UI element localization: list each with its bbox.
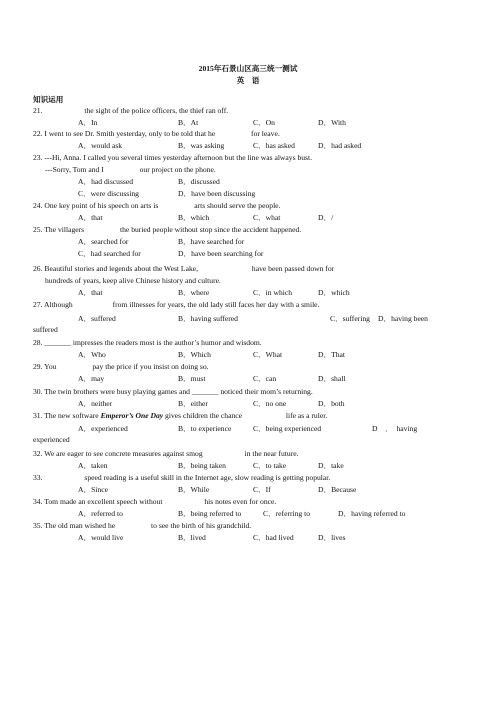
option: B．discussed: [178, 177, 220, 186]
option: B．either: [178, 399, 208, 408]
option: A．taken: [78, 461, 108, 470]
option: C．If: [253, 485, 271, 494]
option: B．which: [178, 213, 210, 222]
question-23-line2: ---Sorry, Tom and I our project on the phone.: [45, 165, 216, 174]
option: C．On: [253, 118, 275, 127]
option: A．experienced: [78, 424, 128, 433]
option: C．to take: [253, 461, 287, 470]
option: A．may: [78, 374, 105, 383]
option: D．which: [318, 288, 350, 297]
option: A．In: [78, 118, 98, 127]
option: D．take: [318, 461, 344, 470]
option: A．that: [78, 288, 103, 297]
question-26-line2: hundreds of years, keep alive Chinese history and culture.: [45, 276, 221, 285]
option: D．With: [318, 118, 346, 127]
option: C．suffering: [330, 314, 370, 323]
question-33: 33. speed reading is a useful skill in the Internet age, slow reading is getting popular.: [33, 473, 331, 482]
question-31: 31. The new software Emperor’s One Day gives children the chance life as a ruler.: [33, 411, 328, 420]
option: B．have searched for: [178, 237, 245, 246]
option: C．no one: [253, 399, 287, 408]
question-29: 29. You pay the price if you insist on doing so.: [33, 362, 209, 371]
question-28: 28. _______ impresses the readers most is the author’s humor and wisdom.: [33, 338, 262, 347]
option: A．would live: [78, 533, 124, 542]
question-30: 30. The twin brothers were busy playing games and _______ noticed their mom’s returning.: [33, 387, 313, 396]
option: A．would ask: [78, 141, 123, 150]
option: D．lives: [318, 533, 346, 542]
option: C．what: [253, 213, 281, 222]
option: D．/: [318, 213, 334, 222]
option: B．being referred to: [178, 509, 242, 518]
option: B．was asking: [178, 141, 225, 150]
option: D．Because: [318, 485, 357, 494]
option: D．having referred to: [338, 509, 406, 518]
question-26: 26. Beautiful stories and legends about the West Lake, have been passed down for: [33, 264, 335, 273]
option: B．lived: [178, 533, 206, 542]
option: A．neither: [78, 399, 113, 408]
option: B．Which: [178, 350, 211, 359]
option: C．had lived: [253, 533, 294, 542]
option: B．to experience: [178, 424, 232, 433]
question-32: 32. We are eager to see concrete measures against smog in the near future.: [33, 449, 299, 458]
option: A．suffered: [78, 314, 116, 323]
question-25: 25. The villagers the buried people without stop since the accident happened.: [33, 225, 302, 234]
option: B．must: [178, 374, 206, 383]
option: C．had searched for: [78, 249, 141, 258]
question-22: 22. I went to see Dr. Smith yesterday, only to be told that he for leave.: [33, 129, 280, 138]
question-35: 35. The old man wished he to see the birth of his grandchild.: [33, 521, 252, 530]
exam-subject: 英 语: [236, 76, 260, 85]
option: D．have been searching for: [178, 249, 264, 258]
option: A．that: [78, 213, 103, 222]
question-21: 21. the sight of the police officers, the thief ran off.: [33, 106, 229, 115]
option: B．having suffered: [178, 314, 238, 323]
option: A．Since: [78, 485, 108, 494]
option: A．searched for: [78, 237, 129, 246]
option: D．had asked: [318, 141, 362, 150]
option: D．both: [318, 399, 345, 408]
option: D．have been discussing: [178, 189, 256, 198]
option: C．What: [253, 350, 283, 359]
option: C．has asked: [253, 141, 295, 150]
option: D．That: [318, 350, 345, 359]
option: C．were discussing: [78, 189, 139, 198]
option: D．shall: [318, 374, 346, 383]
option: A．Who: [78, 350, 106, 359]
option: C．in which: [253, 288, 293, 297]
question-23: 23. ---Hi, Anna. I called you several times yesterday afternoon but the line was always bust.: [33, 153, 312, 162]
option: B．At: [178, 118, 199, 127]
option: B．While: [178, 485, 210, 494]
option: A．referred to: [78, 509, 123, 518]
question-34: 34. Tom made an excellent speech without his notes even for once.: [33, 497, 277, 506]
option-wrap: experienced: [33, 435, 70, 444]
question-27: 27. Although from illnesses for years, the old lady still faces her day with a smile.: [33, 300, 320, 309]
option: C．being experienced: [253, 424, 322, 433]
option: A．had discussed: [78, 177, 134, 186]
section-heading: 知识运用: [33, 95, 64, 104]
option: D ． having: [372, 424, 418, 433]
option: C．referring to: [263, 509, 311, 518]
option: D．having been: [378, 314, 428, 323]
question-24: 24. One key point of his speech on arts is arts should serve the people.: [33, 201, 281, 210]
option: B．where: [178, 288, 210, 297]
option: B．being taken: [178, 461, 226, 470]
option: C．can: [253, 374, 277, 383]
option-wrap: suffered: [33, 325, 58, 334]
exam-title: 2015年石景山区高三统一测试: [198, 64, 298, 73]
